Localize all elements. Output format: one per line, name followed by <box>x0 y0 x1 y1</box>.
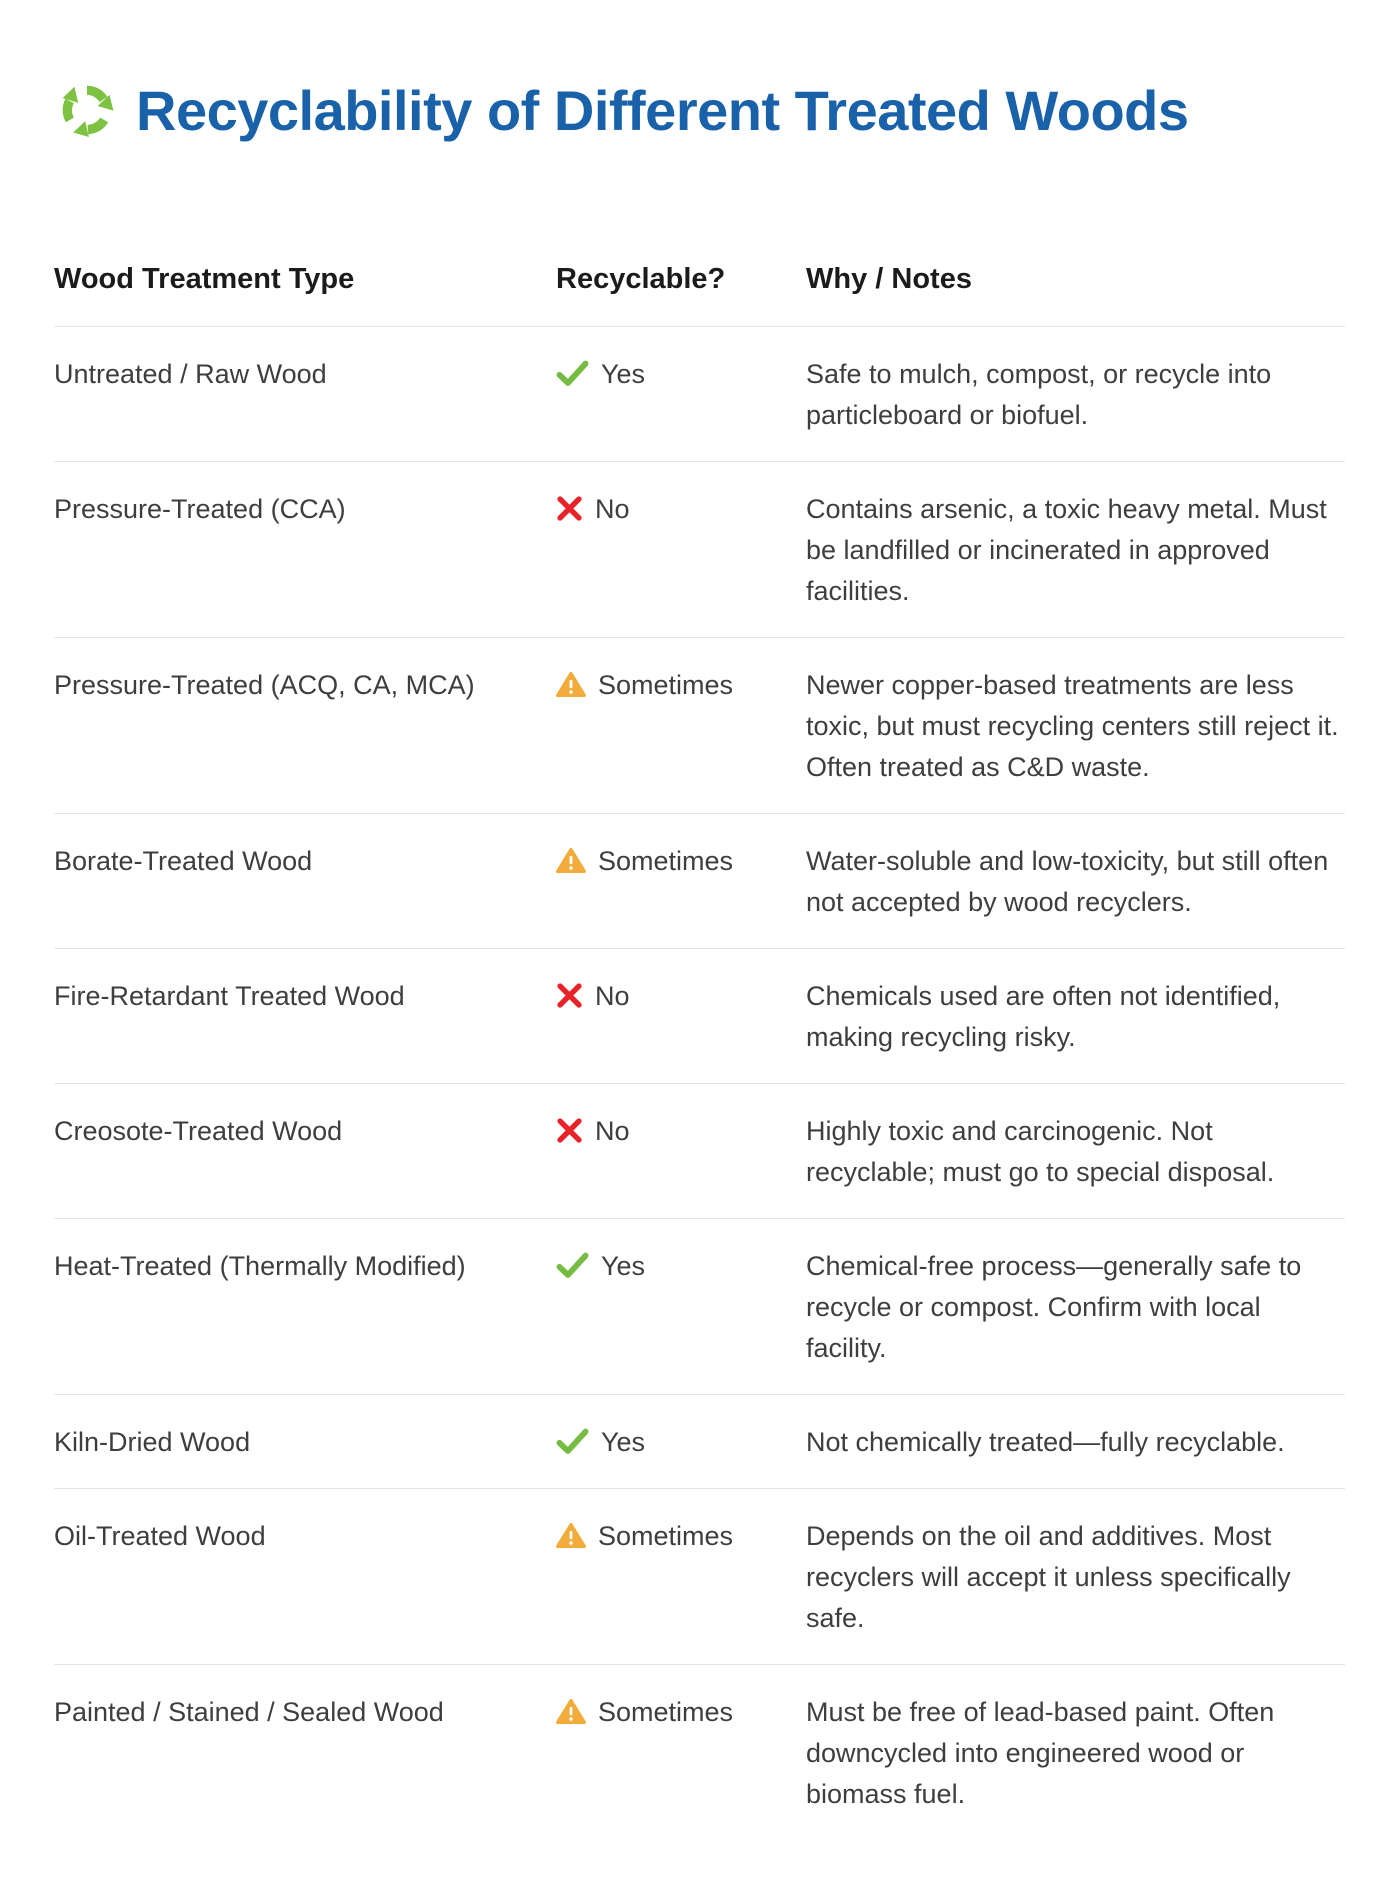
notes-cell: Chemicals used are often not identified, making recycling risky. <box>806 980 1281 1052</box>
notes-cell: Water-soluble and low-toxicity, but still often not accepted by wood recyclers. <box>806 845 1329 917</box>
warning-icon <box>556 847 586 874</box>
warning-icon <box>556 671 586 698</box>
table-row <box>54 638 1345 814</box>
x-icon <box>556 495 583 522</box>
recyclable-cell <box>556 1246 806 1287</box>
column-header-wood-type: Wood Treatment Type <box>54 262 355 295</box>
recyclable-cell <box>556 1516 806 1557</box>
recyclable-label: Sometimes <box>598 669 734 700</box>
page-header <box>54 42 1345 179</box>
recyclable-cell <box>556 665 806 706</box>
wood-type-cell: Pressure-Treated (CCA) <box>54 493 346 524</box>
wood-type-cell: Oil-Treated Wood <box>54 1520 266 1551</box>
recyclable-label: No <box>595 1115 630 1146</box>
table-row <box>54 1489 1345 1665</box>
notes-cell: Safe to mulch, compost, or recycle into particleboard or biofuel. <box>806 358 1272 430</box>
table-row <box>54 1395 1345 1489</box>
notes-cell: Must be free of lead-based paint. Often downcycled into engineered wood or biomass fuel. <box>806 1696 1275 1809</box>
wood-type-cell: Painted / Stained / Sealed Wood <box>54 1696 444 1727</box>
recyclable-cell <box>556 354 806 395</box>
wood-type-cell: Untreated / Raw Wood <box>54 358 327 389</box>
x-icon <box>556 982 583 1009</box>
check-icon <box>556 1428 589 1455</box>
recyclable-cell <box>556 841 806 882</box>
warning-icon <box>556 1698 586 1725</box>
notes-cell: Not chemically treated—fully recyclable. <box>806 1426 1285 1457</box>
recycle-icon <box>54 77 120 143</box>
table-row <box>54 462 1345 638</box>
check-icon <box>556 360 589 387</box>
wood-type-cell: Creosote-Treated Wood <box>54 1115 343 1146</box>
wood-type-cell: Kiln-Dried Wood <box>54 1426 251 1457</box>
page-title: Recyclability of Different Treated Woods <box>136 78 1189 142</box>
table-header <box>54 263 1345 327</box>
wood-recyclability-table <box>54 263 1345 1840</box>
recyclable-label: Yes <box>601 1250 646 1281</box>
notes-cell: Contains arsenic, a toxic heavy metal. Must be landfilled or incinerated in approved facilities. <box>806 493 1327 606</box>
recyclable-label: No <box>595 980 630 1011</box>
recyclable-label: Sometimes <box>598 1520 734 1551</box>
recyclable-label: Sometimes <box>598 1696 734 1727</box>
recyclable-cell <box>556 1422 806 1463</box>
table-row <box>54 1219 1345 1395</box>
table-row <box>54 327 1345 462</box>
table-body <box>54 327 1345 1840</box>
notes-cell: Chemical-free process—generally safe to recycle or compost. Confirm with local facility. <box>806 1250 1302 1363</box>
table-row <box>54 949 1345 1084</box>
notes-cell: Highly toxic and carcinogenic. Not recyclable; must go to special disposal. <box>806 1115 1275 1187</box>
recyclable-label: Sometimes <box>598 845 734 876</box>
wood-type-cell: Pressure-Treated (ACQ, CA, MCA) <box>54 669 475 700</box>
notes-cell: Newer copper-based treatments are less toxic, but must recycling centers still reject it. Often treated as C&D waste. <box>806 669 1339 782</box>
recyclable-cell <box>556 1692 806 1733</box>
check-icon <box>556 1252 589 1279</box>
wood-type-cell: Borate-Treated Wood <box>54 845 313 876</box>
wood-type-cell: Heat-Treated (Thermally Modified) <box>54 1250 466 1281</box>
wood-type-cell: Fire-Retardant Treated Wood <box>54 980 405 1011</box>
notes-cell: Depends on the oil and additives. Most recyclers will accept it unless specifically safe. <box>806 1520 1291 1633</box>
recyclable-cell <box>556 976 806 1017</box>
table-row <box>54 814 1345 949</box>
recyclable-cell <box>556 489 806 530</box>
table-row <box>54 1084 1345 1219</box>
recyclable-label: No <box>595 493 630 524</box>
column-header-recyclable: Recyclable? <box>556 262 726 295</box>
recyclable-label: Yes <box>601 358 646 389</box>
recyclable-label: Yes <box>601 1426 646 1457</box>
table-row <box>54 1665 1345 1840</box>
recyclable-cell <box>556 1111 806 1152</box>
column-header-notes: Why / Notes <box>806 262 972 295</box>
x-icon <box>556 1117 583 1144</box>
warning-icon <box>556 1522 586 1549</box>
